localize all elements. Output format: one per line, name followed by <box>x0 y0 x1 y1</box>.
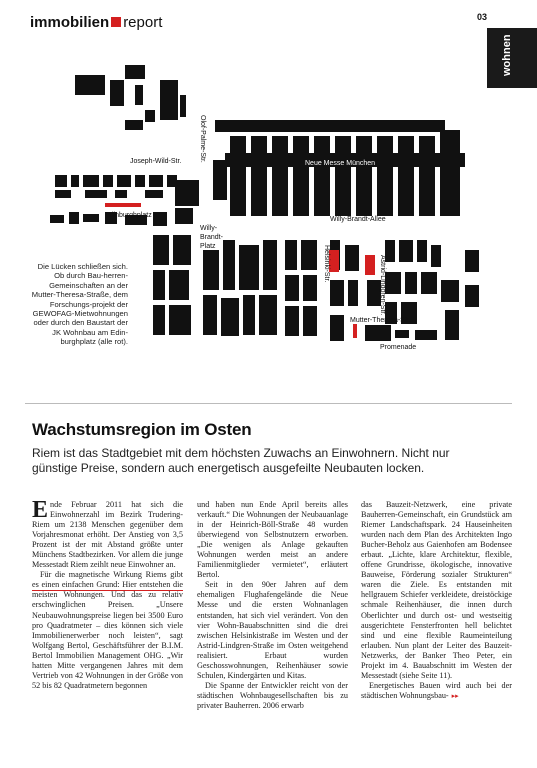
article-column-1 <box>32 497 183 691</box>
street-label-astrid-lindgren: Astrid-Lindgren-Str. <box>379 255 386 316</box>
paragraph: und haben nun Ende April bereits alles verkauft.“ Die Wohnungen der Neubauanlage in der Heinrich-Böll-Straße 48 wurden überwiegend von Selbstnutzern erworben. „Die wenigen als Anlage gekauften Wohnungen werden meist an andere Familienmitglieder vermietet“, erläutert Bertol. <box>197 500 348 580</box>
paragraph: Die Spanne der Entwickler reicht von der städtischen Wohnbaugesellschaften bis zu privater Bauherren. 2006 erwarb <box>197 680 348 710</box>
page-number: 03 <box>477 12 488 22</box>
continue-arrows-icon[interactable]: ▸▸ <box>451 691 459 700</box>
street-label-willy-brandt-allee: Willy-Brandt-Allee <box>330 216 386 223</box>
paragraph: Für die magnetische Wirkung Riems gibt es einen einfachen Grund: Hier entstehen die meisten Wohnungen. Und das zu relativ erschwinglichen Preisen. „Unsere Neubauwohnungspreise liegen bei 3500 Euro pro Quadratmeter – dies können sich viele Immobilienerwerber noch leisten“, sagt Wolfgang Bertol, Geschäftsführer der B.I.M. Bertol Immobilien Management OHG. „Wir hatten Mitte vergangenen Jahres mit dem Vertrieb von 42 Wohnungen in der Größe von 52 bis 82 Quadratmetern begonnen <box>32 570 183 690</box>
paragraph: das Bauzeit-Netzwerk, eine private Bauherren-Gemeinschaft, ein Grundstück am Riemer Landschaftspark. 24 Hauseinheiten wurden nach dem Plan des Architekten Ingo Bucher-Beholz aus Gaienhofen am Bodensee erbaut. „Lichte, klare Architektur, flexible, offene Grundrisse, ökologische, innovative Bauweise, Förderung sozialer Strukturen“ waren die Ziele. Es entstanden mit hellgrauem Schiefer verkleidete, dreistöckige schmale Reihenhäuser, die innen durch Oberlichter und durch ost- und westseitig ausgerichtete Fensterfronten hell belichtet sind und eine flexible Raumeinteilung erlauben. Nun plant der Leiter des Bauzeit-Netzwerks, der Banker Theo Peter, ein Projekt im 4. Bauabschnitt im Westen der Messestadt (siehe Seite 11). <box>361 500 512 680</box>
article-headline: Wachstumsregion im Osten <box>32 420 252 439</box>
article-column-3 <box>361 500 512 701</box>
street-label-mutter-theresa: Mutter-Theresa-Str. <box>350 317 411 324</box>
drop-cap: E <box>32 497 49 523</box>
section-tab-label: wohnen <box>501 34 513 76</box>
street-label-helsinki: Helsinki-Str. <box>323 245 330 283</box>
label-promenade: Promenade <box>380 344 417 351</box>
label-willy-brandt-platz-3: Platz <box>200 243 216 250</box>
brand-square <box>111 17 121 27</box>
street-label-olof-palme: Olof-Palme-Str. <box>199 115 206 163</box>
brand-main: immobilien <box>30 14 110 31</box>
label-edinburghplatz: Edinburghplatz <box>105 212 152 219</box>
map-caption: Die Lücken schließen sich. Ob durch Bau-herren-Gemeinschaften an der Mutter-Theresa-Straße, dem Forschungs-projekt der GEWOFAG-Mietwohnungen oder durch den Baustart der JK Wohnbau am Edin-burghplatz (alle rot). <box>31 262 128 347</box>
section-tab <box>487 28 537 88</box>
paragraph: Energetisches Bauen wird auch bei der städtischen Wohnungsbau- ▸▸ <box>361 680 512 700</box>
brand-logo <box>30 14 162 31</box>
brand-sub: report <box>123 14 163 31</box>
label-willy-brandt-platz-1: Willy- <box>200 225 218 232</box>
label-willy-brandt-platz-2: Brandt- <box>200 234 223 241</box>
article-column-2 <box>197 500 348 711</box>
paragraph: Seit in den 90er Jahren auf dem ehemaligen Flughafengelände die Neue Messe und die ersten Wohnanlagen entstanden, hat sich viel verändert. Von den vier Wohn-Bauabschnitten sind die drei zwischen Helsinkistraße im Westen und der Astrid-Lindgren-Straße im Osten weitgehend realisiert. Erbaut wurden Geschosswohnungen, Reihenhäuser sowie Schulen, Kindergärten und Kitas. <box>197 580 348 680</box>
paragraph: Ende Februar 2011 hat sich die Einwohnerzahl im Bezirk Trudering-Riem um 2138 Menschen gegenüber dem Vorjahresmonat erhöht. Der Anstieg von 3,5 Prozent ist der mit Abstand größte unter Münchens Stadtbezirken. Vor allem die junge Messestadt Riem zeihlt neue Einwohner an. <box>32 497 183 570</box>
label-neue-messe: Neue Messe München <box>305 160 376 167</box>
street-label-joseph-wild: Joseph-Wild-Str. <box>130 158 182 165</box>
article-deck: Riem ist das Stadtgebiet mit dem höchsten Zuwachs an Einwohnern. Nicht nur günstige Preise, sondern auch energetisch ausgefeilte Neubauten locken. <box>32 446 450 475</box>
divider <box>25 403 512 404</box>
